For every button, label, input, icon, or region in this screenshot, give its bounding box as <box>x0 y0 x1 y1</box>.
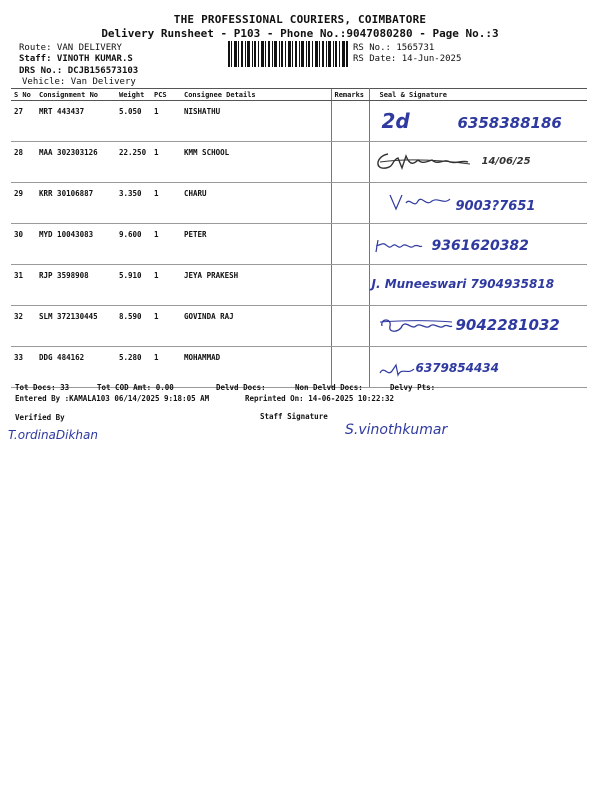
cell-remarks <box>331 101 369 142</box>
cell-pcs: 1 <box>151 306 181 347</box>
handwritten-phone: 6358388186 <box>457 114 562 132</box>
cell-sno: 33 <box>11 347 36 388</box>
cell-sno: 29 <box>11 183 36 224</box>
handwritten-phone: 6379854434 <box>415 361 499 375</box>
cell-remarks <box>331 306 369 347</box>
staff-signature-label: Staff Signature <box>260 412 328 421</box>
table-row <box>11 183 587 224</box>
col-header-consignment: Consignment No <box>36 89 116 101</box>
route-label: Route: VAN DELIVERY <box>19 43 122 53</box>
cell-weight: 5.050 <box>116 101 151 142</box>
vehicle-label: Vehicle: Van Delivery <box>22 77 136 87</box>
cell-consignee: KMM SCHOOL <box>181 142 331 183</box>
cell-sno: 27 <box>11 101 36 142</box>
total-cod-amount: Tot COD Amt: 0.00 <box>97 383 174 392</box>
handwritten-signature <box>388 189 458 215</box>
company-title: THE PROFESSIONAL COURIERS, COIMBATORE <box>173 13 427 26</box>
handwritten-phone: 9361620382 <box>431 238 529 254</box>
table-row <box>11 347 587 388</box>
staff-label: Staff: VINOTH KUMAR.S <box>19 54 133 64</box>
cell-remarks <box>331 224 369 265</box>
staff-signature: S.vinothkumar <box>345 422 448 438</box>
cell-consignee: CHARU <box>181 183 331 224</box>
non-delivered-docs: Non Delvd Docs: <box>295 383 363 392</box>
cell-consignee: JEYA PRAKESH <box>181 265 331 306</box>
handwritten-phone: 9003?7651 <box>455 199 536 214</box>
reprinted-on: Reprinted On: 14-06-2025 10:22:32 <box>245 394 395 403</box>
rs-date: RS Date: 14-Jun-2025 <box>353 54 462 64</box>
handwritten-signature <box>370 146 480 178</box>
cell-signature <box>369 142 587 183</box>
cell-sno: 30 <box>11 224 36 265</box>
cell-signature <box>369 306 587 347</box>
table-row <box>11 306 587 347</box>
col-header-remarks: Remarks <box>331 89 369 101</box>
handwritten-mark: 2d <box>381 109 410 133</box>
col-header-pcs: PCS <box>151 89 181 101</box>
col-header-weight: Weight <box>116 89 151 101</box>
table-row <box>11 142 587 183</box>
cell-consignee: GOVINDA RAJ <box>181 306 331 347</box>
cell-remarks <box>331 265 369 306</box>
table-row <box>11 101 587 142</box>
cell-weight: 5.910 <box>116 265 151 306</box>
entered-by: Entered By :KAMALA103 06/14/2025 9:18:05 AM <box>15 394 210 403</box>
cell-weight: 8.590 <box>116 306 151 347</box>
cell-weight: 5.280 <box>116 347 151 388</box>
cell-consignee: NISHATHU <box>181 101 331 142</box>
cell-sno: 32 <box>11 306 36 347</box>
cell-pcs: 1 <box>151 183 181 224</box>
cell-consignment: RJP 3598908 <box>36 265 116 306</box>
cell-sno: 28 <box>11 142 36 183</box>
cell-pcs: 1 <box>151 142 181 183</box>
cell-consignment: KRR 30106887 <box>36 183 116 224</box>
handwritten-signature <box>378 316 454 336</box>
handwritten-signature <box>378 361 418 379</box>
runsheet-table <box>11 88 587 388</box>
cell-consignment: MYD 10043083 <box>36 224 116 265</box>
delivery-points: Delvy Pts: <box>390 383 436 392</box>
cell-weight: 9.600 <box>116 224 151 265</box>
cell-signature <box>369 265 587 306</box>
cell-signature <box>369 347 587 388</box>
cell-remarks <box>331 183 369 224</box>
cell-consignment: MRT 443437 <box>36 101 116 142</box>
cell-consignment: MAA 302303126 <box>36 142 116 183</box>
handwritten-signature <box>374 236 424 256</box>
cell-signature <box>369 101 587 142</box>
cell-consignment: DDG 484162 <box>36 347 116 388</box>
verified-by-label: Verified By <box>15 413 65 422</box>
table-row <box>11 265 587 306</box>
verifier-signature: T.ordinaDikhan <box>8 428 98 442</box>
cell-pcs: 1 <box>151 224 181 265</box>
total-docs: Tot Docs: 33 <box>15 383 70 392</box>
handwritten-phone: 9042281032 <box>455 316 560 334</box>
cell-pcs: 1 <box>151 101 181 142</box>
cell-remarks <box>331 347 369 388</box>
handwritten-name-phone: J. Muneeswari 7904935818 <box>371 277 555 291</box>
delivered-docs: Delvd Docs: <box>216 383 266 392</box>
cell-consignee: PETER <box>181 224 331 265</box>
cell-consignee: MOHAMMAD <box>181 347 331 388</box>
col-header-signature: Seal & Signature <box>369 89 587 101</box>
cell-signature <box>369 183 587 224</box>
col-header-sno: S No <box>11 89 36 101</box>
cell-consignment: SLM 372130445 <box>36 306 116 347</box>
cell-weight: 3.350 <box>116 183 151 224</box>
cell-weight: 22.250 <box>116 142 151 183</box>
table-row <box>11 224 587 265</box>
cell-signature <box>369 224 587 265</box>
drs-number: DRS No.: DCJB156573103 <box>19 66 139 76</box>
cell-sno: 31 <box>11 265 36 306</box>
runsheet-subtitle: Delivery Runsheet - P103 - Phone No.:9047080280 - Page No.:3 <box>101 27 499 40</box>
cell-remarks <box>331 142 369 183</box>
rs-number: RS No.: 1565731 <box>353 43 435 53</box>
table-header-row <box>11 89 587 101</box>
col-header-consignee: Consignee Details <box>181 89 331 101</box>
cell-pcs: 1 <box>151 347 181 388</box>
cell-pcs: 1 <box>151 265 181 306</box>
handwritten-date: 14/06/25 <box>481 156 531 167</box>
barcode-image <box>228 41 348 67</box>
